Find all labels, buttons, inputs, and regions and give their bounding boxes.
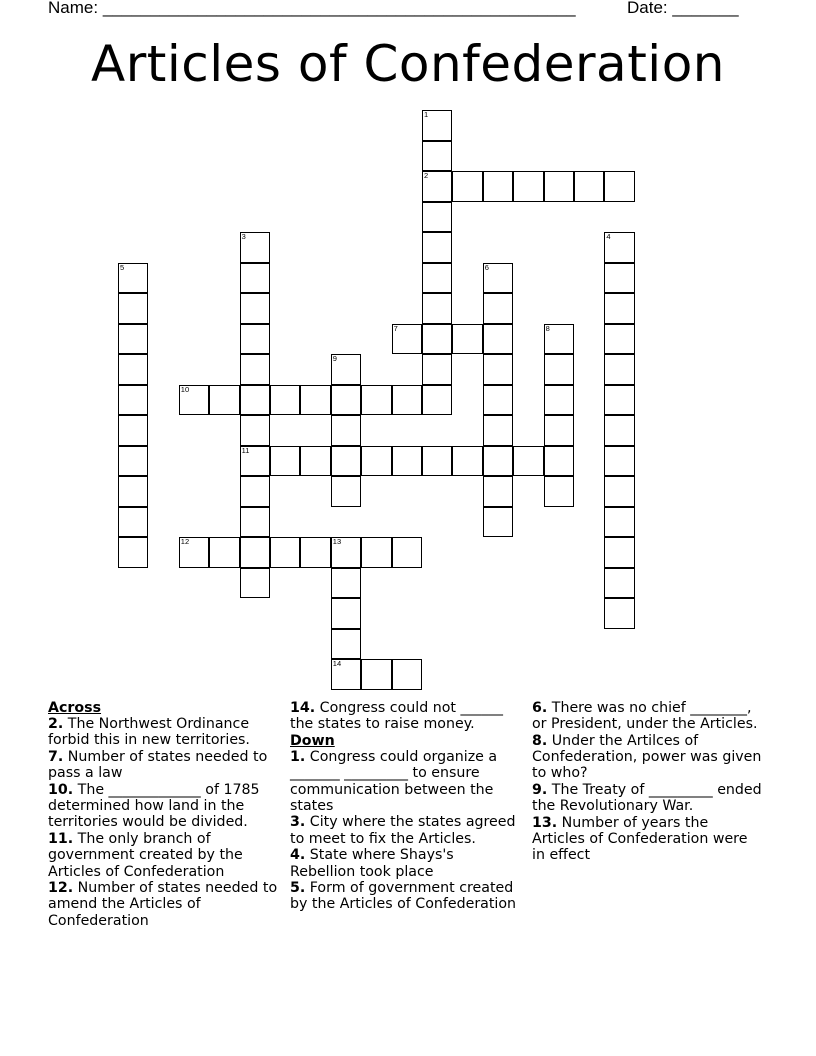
grid-cell[interactable] (604, 293, 634, 324)
grid-cell[interactable] (604, 507, 634, 538)
grid-cell[interactable] (331, 598, 361, 629)
grid-cell[interactable] (422, 446, 452, 477)
grid-cell[interactable] (483, 507, 513, 538)
clue-number: 2 (424, 171, 429, 180)
grid-cell[interactable] (118, 446, 148, 477)
grid-cell[interactable] (544, 415, 574, 446)
grid-cell[interactable] (240, 324, 270, 355)
grid-cell[interactable] (240, 385, 270, 416)
page-title: Articles of Confederation (91, 35, 725, 93)
down-clue: 8. Under the Artilces of Confederation, power was given to who? (532, 732, 762, 782)
down-clue: 4. State where Shays's Rebellion took place (290, 847, 454, 880)
grid-cell[interactable] (452, 171, 482, 202)
grid-cell[interactable] (270, 446, 300, 477)
grid-cell[interactable] (240, 415, 270, 446)
grid-cell[interactable] (392, 385, 422, 416)
grid-cell[interactable] (483, 446, 513, 477)
across-clue: 11. The only branch of government created by the Articles of Confederation (48, 831, 243, 880)
grid-cell[interactable] (604, 263, 634, 294)
down-clue: 5. Form of government created by the Articles of Confederation (290, 880, 517, 913)
grid-cell[interactable] (483, 324, 513, 355)
clue-number: 9 (332, 354, 337, 363)
grid-cell[interactable] (604, 385, 634, 416)
grid-cell[interactable] (604, 415, 634, 446)
clue-column-2 (290, 700, 522, 913)
down-clue: 6. There was no chief ________, or President, under the Articles. (532, 700, 758, 733)
grid-cell[interactable] (331, 476, 361, 507)
grid-cell[interactable] (118, 263, 148, 294)
clue-number: 11 (241, 445, 250, 455)
clue-number: 5 (120, 262, 125, 272)
grid-cell[interactable] (452, 446, 482, 477)
date-label: Date: (627, 0, 668, 17)
clue-number: 7 (393, 323, 398, 333)
grid-cell[interactable] (604, 568, 634, 599)
grid-cell[interactable] (422, 202, 452, 233)
clue-number: 4 (606, 232, 611, 241)
grid-cell[interactable] (331, 537, 361, 568)
across-heading: Across (48, 700, 102, 716)
grid-cell[interactable] (544, 324, 574, 355)
grid-cell[interactable] (513, 446, 543, 477)
grid-cell[interactable] (604, 598, 634, 629)
grid-cell[interactable] (422, 354, 452, 385)
across-clue: 2. The Northwest Ordinance forbid this in new territories. (48, 716, 250, 749)
grid-cell[interactable] (331, 629, 361, 660)
grid-cell[interactable] (422, 324, 452, 355)
grid-cell[interactable] (118, 385, 148, 416)
grid-cell[interactable] (331, 354, 361, 385)
grid-cell[interactable] (118, 293, 148, 324)
clue-number: 1 (424, 110, 429, 119)
grid-cell[interactable] (483, 354, 513, 385)
grid-cell[interactable] (300, 446, 330, 477)
down-clue: 1. Congress could organize a _______ _________ to ensure communication between the states (290, 749, 498, 814)
grid-cell[interactable] (118, 415, 148, 446)
grid-cell[interactable] (118, 507, 148, 538)
grid-cell[interactable] (422, 385, 452, 416)
grid-cell[interactable] (604, 354, 634, 385)
grid-cell[interactable] (240, 476, 270, 507)
across-clue: 14. Congress could not ______ the states to raise money. (290, 700, 504, 733)
grid-cell[interactable] (574, 171, 604, 202)
clue-column-1 (48, 700, 280, 929)
name-label: Name: (48, 0, 99, 17)
grid-cell[interactable] (422, 263, 452, 294)
grid-cell[interactable] (422, 293, 452, 324)
grid-cell[interactable] (604, 537, 634, 568)
grid-cell[interactable] (361, 659, 391, 690)
grid-cell[interactable] (452, 324, 482, 355)
grid-cell[interactable] (483, 476, 513, 507)
grid-cell[interactable] (270, 537, 300, 568)
grid-cell[interactable] (361, 385, 391, 416)
grid-cell[interactable] (240, 263, 270, 294)
across-clue: 7. Number of states needed to pass a law (48, 749, 268, 782)
grid-cell[interactable] (270, 385, 300, 416)
grid-cell[interactable] (240, 537, 270, 568)
grid-cell[interactable] (331, 385, 361, 416)
grid-cell[interactable] (209, 537, 239, 568)
grid-cell[interactable] (361, 446, 391, 477)
grid-cell[interactable] (118, 354, 148, 385)
clue-number: 6 (484, 262, 489, 272)
across-clue: 10. The _____________ of 1785 determined how land in the territories would be divided. (48, 782, 260, 831)
down-heading: Down (290, 732, 335, 749)
grid-cell[interactable] (422, 232, 452, 263)
grid-cell[interactable] (422, 141, 452, 172)
grid-cell[interactable] (240, 568, 270, 599)
grid-cell[interactable] (483, 171, 513, 202)
grid-cell[interactable] (240, 507, 270, 538)
down-clue: 9. The Treaty of _________ ended the Revolutionary War. (532, 782, 762, 815)
down-clue: 13. Number of years the Articles of Confederation were in effect (532, 814, 748, 864)
across-clue: 12. Number of states needed to amend the Articles of Confederation (48, 880, 278, 929)
grid-cell[interactable] (544, 476, 574, 507)
grid-cell[interactable] (604, 324, 634, 355)
grid-cell[interactable] (483, 385, 513, 416)
clue-number: 10 (180, 384, 190, 394)
grid-cell[interactable] (604, 446, 634, 477)
grid-cell[interactable] (544, 446, 574, 477)
grid-cell[interactable] (300, 537, 330, 568)
grid-cell[interactable] (392, 446, 422, 477)
grid-cell[interactable] (483, 293, 513, 324)
down-clue: 3. City where the states agreed to meet to fix the Articles. (290, 814, 516, 847)
grid-cell[interactable] (179, 385, 209, 416)
grid-cell[interactable] (422, 110, 452, 141)
grid-cell[interactable] (240, 232, 270, 263)
clue-number: 14 (332, 659, 342, 668)
clue-number: 12 (180, 537, 190, 546)
grid-cell[interactable] (331, 415, 361, 446)
date-line: _______ (672, 0, 739, 17)
grid-cell[interactable] (331, 659, 361, 690)
clue-number: 8 (545, 323, 550, 333)
grid-cell[interactable] (604, 232, 634, 263)
clue-column-3 (532, 700, 764, 864)
grid-cell[interactable] (240, 293, 270, 324)
grid-cell[interactable] (604, 476, 634, 507)
grid-cell[interactable] (604, 171, 634, 202)
grid-cell[interactable] (240, 446, 270, 477)
grid-cell[interactable] (240, 354, 270, 385)
grid-cell[interactable] (331, 446, 361, 477)
grid-cell[interactable] (544, 171, 574, 202)
clue-number: 3 (241, 232, 246, 241)
clue-number: 13 (332, 537, 342, 546)
grid-cell[interactable] (118, 537, 148, 568)
grid-cell[interactable] (513, 171, 543, 202)
grid-cell[interactable] (544, 354, 574, 385)
name-line: __________________________________________________ (102, 0, 576, 17)
grid-cell[interactable] (392, 537, 422, 568)
grid-cell[interactable] (483, 263, 513, 294)
grid-cell[interactable] (392, 659, 422, 690)
grid-cell[interactable] (331, 568, 361, 599)
grid-cell[interactable] (483, 415, 513, 446)
grid-cell[interactable] (392, 324, 422, 355)
grid-cell[interactable] (179, 537, 209, 568)
grid-cell[interactable] (300, 385, 330, 416)
grid-cell[interactable] (361, 537, 391, 568)
grid-cell[interactable] (209, 385, 239, 416)
grid-cell[interactable] (544, 385, 574, 416)
grid-cell[interactable] (118, 476, 148, 507)
grid-cell[interactable] (118, 324, 148, 355)
grid-cell[interactable] (422, 171, 452, 202)
